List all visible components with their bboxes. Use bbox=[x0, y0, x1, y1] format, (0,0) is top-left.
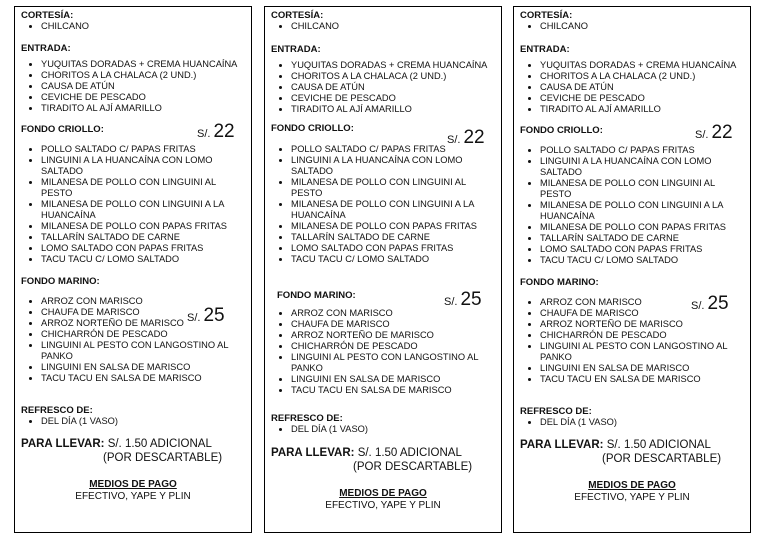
entrada-list bbox=[520, 60, 746, 115]
list-item: • LINGUINI EN SALSA DE MARISCO bbox=[291, 374, 497, 385]
currency-label: S/. bbox=[691, 300, 705, 312]
medios-title: MEDIOS DE PAGO bbox=[89, 479, 177, 490]
list-item: • ARROZ CON MARISCO bbox=[41, 296, 247, 307]
list-item: • CAUSA DE ATÚN bbox=[540, 82, 746, 93]
list-item: • CEVICHE DE PESCADO bbox=[291, 93, 497, 104]
fondo-criollo-price bbox=[197, 121, 235, 143]
cortesia-title: CORTESÍA: bbox=[271, 10, 324, 21]
list-item: • CHORITOS A LA CHALACA (2 UND.) bbox=[291, 71, 497, 82]
list-item: • ARROZ CON MARISCO bbox=[540, 297, 746, 308]
fondo-marino-price bbox=[444, 289, 482, 311]
price-value: 25 bbox=[460, 289, 482, 310]
list-item: • YUQUITAS DORADAS + CREMA HUANCAÍNA bbox=[41, 59, 247, 70]
list-item: • CHAUFA DE MARISCO bbox=[291, 319, 497, 330]
list-item: • CEVICHE DE PESCADO bbox=[540, 93, 746, 104]
list-item: • MILANESA DE POLLO CON LINGUINI A LA HUANCAÍNA bbox=[41, 199, 247, 221]
para-llevar-note: (POR DESCARTABLE) bbox=[602, 453, 722, 465]
entrada-section bbox=[21, 43, 247, 114]
para-llevar-price: S/. 1.50 ADICIONAL bbox=[107, 438, 212, 450]
list-item: • TACU TACU C/ LOMO SALTADO bbox=[41, 254, 247, 265]
list-item: • CAUSA DE ATÚN bbox=[291, 82, 497, 93]
list-item: • LOMO SALTADO CON PAPAS FRITAS bbox=[41, 243, 247, 254]
list-item: • LOMO SALTADO CON PAPAS FRITAS bbox=[540, 244, 746, 255]
list-item: • YUQUITAS DORADAS + CREMA HUANCAÍNA bbox=[540, 60, 746, 71]
list-item: • LINGUINI EN SALSA DE MARISCO bbox=[540, 363, 746, 374]
refresco-title: REFRESCO DE: bbox=[21, 405, 93, 416]
fondo-marino-price bbox=[187, 305, 225, 327]
menu-card-2 bbox=[264, 6, 502, 533]
list-item: • POLLO SALTADO C/ PAPAS FRITAS bbox=[41, 144, 247, 155]
para-llevar-label: PARA LLEVAR: bbox=[21, 438, 105, 450]
cortesia-section bbox=[520, 10, 746, 32]
price-value: 25 bbox=[707, 293, 729, 314]
list-item: • POLLO SALTADO C/ PAPAS FRITAS bbox=[291, 144, 481, 155]
fondo-criollo-list bbox=[271, 144, 481, 265]
entrada-list bbox=[21, 59, 247, 114]
list-item: • TIRADITO AL AJÍ AMARILLO bbox=[291, 104, 497, 115]
list-item: • ARROZ NORTEÑO DE MARISCO bbox=[291, 330, 497, 341]
refresco-list bbox=[21, 416, 247, 427]
cortesia-section bbox=[271, 10, 497, 32]
list-item: • LOMO SALTADO CON PAPAS FRITAS bbox=[291, 243, 481, 254]
list-item: • CEVICHE DE PESCADO bbox=[41, 92, 247, 103]
price-value: 22 bbox=[711, 122, 733, 143]
para-llevar-price: S/. 1.50 ADICIONAL bbox=[357, 447, 462, 459]
list-item: • MILANESA DE POLLO CON LINGUINI A LA HUANCAÍNA bbox=[540, 200, 746, 222]
cortesia-list bbox=[271, 21, 497, 32]
cortesia-list bbox=[21, 21, 247, 32]
medios-title: MEDIOS DE PAGO bbox=[339, 488, 427, 499]
menu-card-3 bbox=[513, 6, 751, 533]
refresco-list bbox=[520, 417, 746, 428]
para-llevar-price: S/. 1.50 ADICIONAL bbox=[606, 439, 711, 451]
fondo-criollo-section bbox=[21, 124, 247, 265]
refresco-section bbox=[271, 413, 497, 435]
list-item: • LINGUINI A LA HUANCAÍNA CON LOMO SALTADO bbox=[291, 155, 481, 177]
refresco-title: REFRESCO DE: bbox=[271, 413, 343, 424]
list-item: • LINGUINI AL PESTO CON LANGOSTINO AL PANKO bbox=[41, 340, 247, 362]
medios-text: EFECTIVO, YAPE Y PLIN bbox=[75, 491, 191, 502]
fondo-marino-section bbox=[21, 276, 247, 384]
fondo-criollo-section bbox=[520, 125, 746, 266]
list-item: • CHAUFA DE MARISCO bbox=[41, 307, 247, 318]
para-llevar bbox=[520, 438, 721, 466]
medios-text: EFECTIVO, YAPE Y PLIN bbox=[574, 492, 690, 503]
fondo-marino-list bbox=[277, 308, 497, 396]
para-llevar-note: (POR DESCARTABLE) bbox=[353, 461, 473, 473]
list-item: • CHICHARRÓN DE PESCADO bbox=[540, 330, 746, 341]
list-item: • CHORITOS A LA CHALACA (2 UND.) bbox=[41, 70, 247, 81]
medios-de-pago bbox=[514, 480, 750, 504]
list-item: • LINGUINI A LA HUANCAÍNA CON LOMO SALTADO bbox=[41, 155, 247, 177]
para-llevar bbox=[21, 437, 222, 465]
refresco-section bbox=[21, 405, 247, 427]
entrada-list bbox=[271, 60, 497, 115]
currency-label: S/. bbox=[447, 134, 461, 146]
list-item: • TACU TACU C/ LOMO SALTADO bbox=[540, 255, 746, 266]
list-item: • ARROZ NORTEÑO DE MARISCO bbox=[41, 318, 247, 329]
list-item: • YUQUITAS DORADAS + CREMA HUANCAÍNA bbox=[291, 60, 497, 71]
list-item: • LINGUINI A LA HUANCAÍNA CON LOMO SALTADO bbox=[540, 156, 746, 178]
currency-label: S/. bbox=[444, 296, 458, 308]
list-item: • MILANESA DE POLLO CON LINGUINI AL PESTO bbox=[540, 178, 746, 200]
list-item: • CHILCANO bbox=[41, 21, 247, 32]
list-item: • TALLARÍN SALTADO DE CARNE bbox=[291, 232, 481, 243]
refresco-list bbox=[271, 424, 497, 435]
entrada-section bbox=[271, 44, 497, 115]
list-item: • MILANESA DE POLLO CON LINGUINI AL PESTO bbox=[291, 177, 481, 199]
medios-text: EFECTIVO, YAPE Y PLIN bbox=[325, 500, 441, 511]
list-item: • MILANESA DE POLLO CON LINGUINI A LA HUANCAÍNA bbox=[291, 199, 481, 221]
list-item: • CAUSA DE ATÚN bbox=[41, 81, 247, 92]
fondo-criollo-list bbox=[21, 144, 247, 265]
price-value: 25 bbox=[203, 305, 225, 326]
list-item: • LINGUINI AL PESTO CON LANGOSTINO AL PANKO bbox=[291, 352, 497, 374]
fondo-criollo-list bbox=[520, 145, 746, 266]
entrada-title: ENTRADA: bbox=[520, 44, 570, 55]
fondo-marino-title: FONDO MARINO: bbox=[277, 290, 356, 301]
list-item: • TACU TACU EN SALSA DE MARISCO bbox=[540, 374, 746, 385]
currency-label: S/. bbox=[197, 128, 211, 140]
list-item: • TIRADITO AL AJÍ AMARILLO bbox=[41, 103, 247, 114]
list-item: • TIRADITO AL AJÍ AMARILLO bbox=[540, 104, 746, 115]
cortesia-section bbox=[21, 10, 247, 32]
fondo-marino-title: FONDO MARINO: bbox=[21, 276, 100, 287]
list-item: • POLLO SALTADO C/ PAPAS FRITAS bbox=[540, 145, 746, 156]
entrada-title: ENTRADA: bbox=[271, 44, 321, 55]
fondo-criollo-title: FONDO CRIOLLO: bbox=[520, 125, 603, 136]
list-item: • DEL DÍA (1 VASO) bbox=[291, 424, 497, 435]
list-item: • CHORITOS A LA CHALACA (2 UND.) bbox=[540, 71, 746, 82]
cortesia-title: CORTESÍA: bbox=[520, 10, 573, 21]
price-value: 22 bbox=[213, 121, 235, 142]
list-item: • CHICHARRÓN DE PESCADO bbox=[291, 341, 497, 352]
medios-de-pago bbox=[15, 479, 251, 503]
para-llevar-note: (POR DESCARTABLE) bbox=[103, 452, 223, 464]
cortesia-title: CORTESÍA: bbox=[21, 10, 74, 21]
list-item: • DEL DÍA (1 VASO) bbox=[540, 417, 746, 428]
fondo-criollo-title: FONDO CRIOLLO: bbox=[21, 124, 104, 135]
list-item: • ARROZ CON MARISCO bbox=[291, 308, 497, 319]
list-item: • MILANESA DE POLLO CON LINGUINI AL PESTO bbox=[41, 177, 247, 199]
list-item: • LINGUINI AL PESTO CON LANGOSTINO AL PANKO bbox=[540, 341, 746, 363]
medios-de-pago bbox=[265, 488, 501, 512]
list-item: • CHILCANO bbox=[291, 21, 497, 32]
currency-label: S/. bbox=[695, 129, 709, 141]
fondo-marino-title: FONDO MARINO: bbox=[520, 277, 599, 288]
para-llevar bbox=[271, 446, 472, 474]
list-item: • CHAUFA DE MARISCO bbox=[540, 308, 746, 319]
fondo-marino-price bbox=[691, 293, 729, 315]
list-item: • DEL DÍA (1 VASO) bbox=[41, 416, 247, 427]
list-item: • MILANESA DE POLLO CON PAPAS FRITAS bbox=[540, 222, 746, 233]
cortesia-list bbox=[520, 21, 746, 32]
list-item: • CHILCANO bbox=[540, 21, 746, 32]
fondo-criollo-title: FONDO CRIOLLO: bbox=[271, 123, 354, 134]
list-item: • MILANESA DE POLLO CON PAPAS FRITAS bbox=[291, 221, 481, 232]
list-item: • LINGUINI EN SALSA DE MARISCO bbox=[41, 362, 247, 373]
entrada-title: ENTRADA: bbox=[21, 43, 71, 54]
menu-card-1 bbox=[14, 6, 252, 533]
list-item: • MILANESA DE POLLO CON PAPAS FRITAS bbox=[41, 221, 247, 232]
list-item: • TACU TACU EN SALSA DE MARISCO bbox=[41, 373, 247, 384]
list-item: • TACU TACU C/ LOMO SALTADO bbox=[291, 254, 481, 265]
refresco-section bbox=[520, 406, 746, 428]
entrada-section bbox=[520, 44, 746, 115]
fondo-criollo-price bbox=[447, 127, 485, 149]
list-item: • CHICHARRÓN DE PESCADO bbox=[41, 329, 247, 340]
price-value: 22 bbox=[463, 127, 485, 148]
list-item: • ARROZ NORTEÑO DE MARISCO bbox=[540, 319, 746, 330]
para-llevar-label: PARA LLEVAR: bbox=[271, 447, 355, 459]
list-item: • TACU TACU EN SALSA DE MARISCO bbox=[291, 385, 497, 396]
refresco-title: REFRESCO DE: bbox=[520, 406, 592, 417]
list-item: • TALLARÍN SALTADO DE CARNE bbox=[41, 232, 247, 243]
list-item: • TALLARÍN SALTADO DE CARNE bbox=[540, 233, 746, 244]
medios-title: MEDIOS DE PAGO bbox=[588, 480, 676, 491]
fondo-criollo-price bbox=[695, 122, 733, 144]
para-llevar-label: PARA LLEVAR: bbox=[520, 439, 604, 451]
currency-label: S/. bbox=[187, 312, 201, 324]
